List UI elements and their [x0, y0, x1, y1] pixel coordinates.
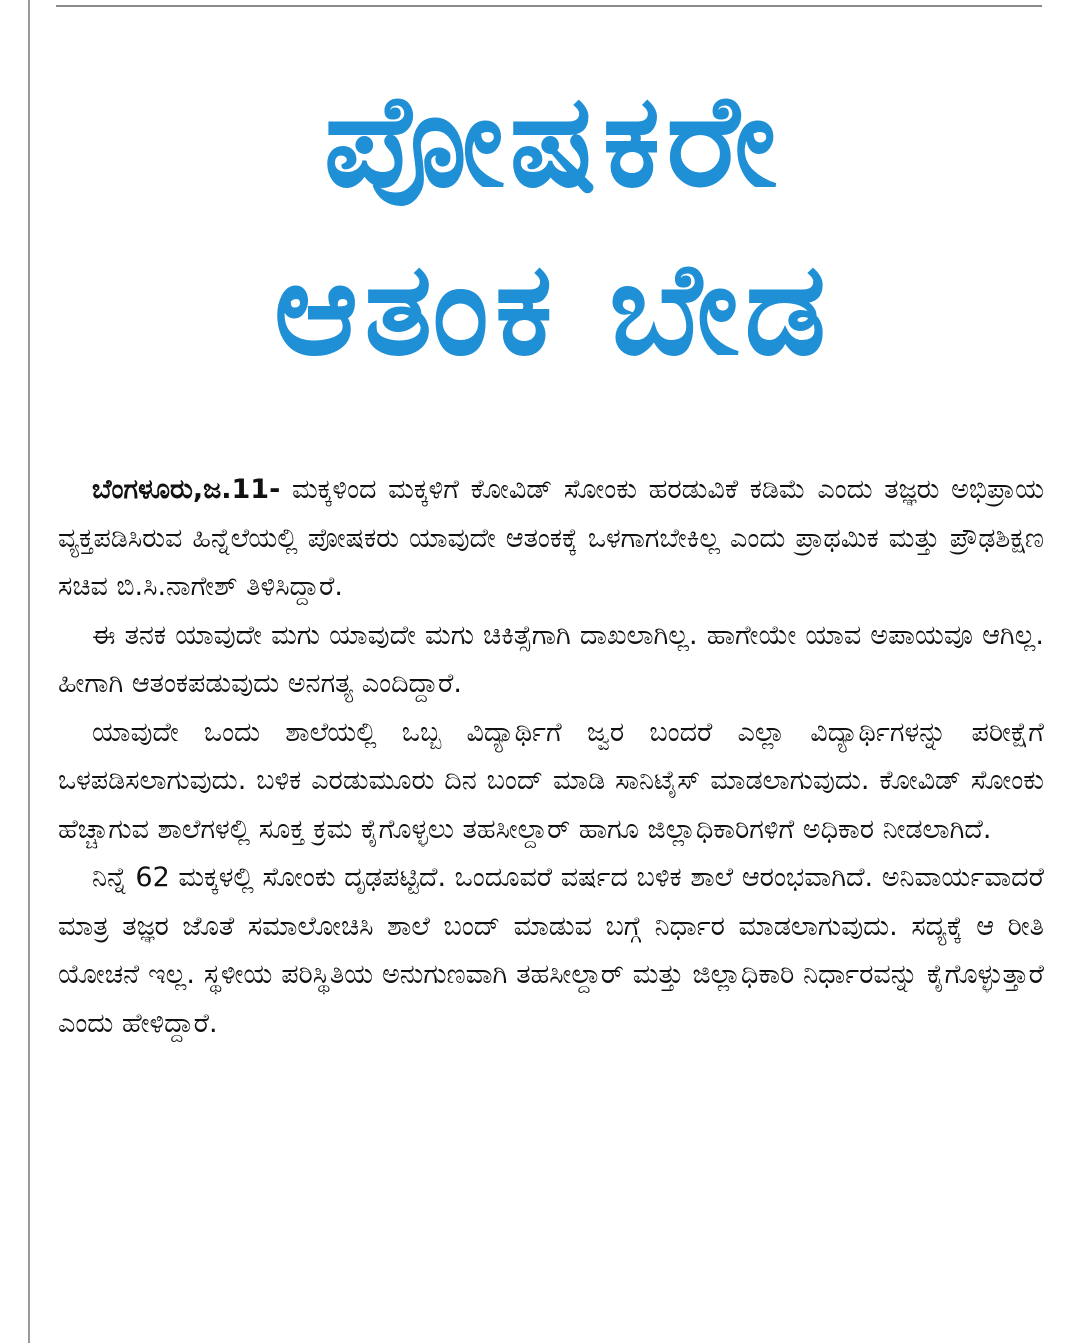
article-body	[58, 466, 1044, 1048]
headline	[60, 58, 1046, 394]
headline-line-1: ಪೋಷಕರೇ	[323, 67, 783, 216]
headline-line-2: ಆತಂಕ ಬೇಡ	[273, 235, 833, 384]
top-rule	[56, 5, 1042, 7]
article-paragraph-1	[58, 466, 1044, 612]
article-paragraph-2: ಈ ತನಕ ಯಾವುದೇ ಮಗು ಯಾವುದೇ ಮಗು ಚಿಕಿತ್ಸೆಗಾಗಿ ದಾಖಲಾಗಿಲ್ಲ. ಹಾಗೇಯೇ ಯಾವ ಅಪಾಯವೂ ಆಗಿಲ್ಲ. ಹೀಗಾಗಿ ಆತಂಕಪಡುವುದು ಅನಗತ್ಯ ಎಂದಿದ್ದಾರೆ.	[58, 619, 1044, 699]
article-paragraph-3: ಯಾವುದೇ ಒಂದು ಶಾಲೆಯಲ್ಲಿ ಒಬ್ಬ ವಿದ್ಯಾರ್ಥಿಗೆ ಜ್ವರ ಬಂದರೆ ಎಲ್ಲಾ ವಿದ್ಯಾರ್ಥಿಗಳನ್ನು ಪರೀಕ್ಷೆಗೆ ಒಳಪಡಿಸಲಾಗುವುದು. ಬಳಿಕ ಎರಡುಮೂರು ದಿನ ಬಂದ್ ಮಾಡಿ ಸಾನಿಟೈಸ್ ಮಾಡಲಾಗುವುದು. ಕೋವಿಡ್ ಸೋಂಕು ಹೆಚ್ಚಾಗುವ ಶಾಲೆಗಳಲ್ಲಿ ಸೂಕ್ತ ಕ್ರಮ ಕೈಗೊಳ್ಳಲು ತಹಸೀಲ್ದಾರ್ ಹಾಗೂ ಜಿಲ್ಲಾಧಿಕಾರಿಗಳಿಗೆ ಅಧಿಕಾರ ನೀಡಲಾಗಿದೆ.	[58, 716, 1044, 845]
paragraph-1-text: ಮಕ್ಕಳಿಂದ ಮಕ್ಕಳಿಗೆ ಕೋವಿಡ್ ಸೋಂಕು ಹರಡುವಿಕೆ ಕಡಿಮೆ ಎಂದು ತಜ್ಞರು ಅಭಿಪ್ರಾಯ ವ್ಯಕ್ತಪಡಿಸಿರುವ ಹಿನ್ನೆಲೆಯಲ್ಲಿ ಪೋಷಕರು ಯಾವುದೇ ಆತಂಕಕ್ಕೆ ಒಳಗಾಗಬೇಕಿಲ್ಲ ಎಂದು ಪ್ರಾಥಮಿಕ ಮತ್ತು ಪ್ರೌಢಶಿಕ್ಷಣ ಸಚಿವ ಬಿ.ಸಿ.ನಾಗೇಶ್ ತಿಳಿಸಿದ್ದಾರೆ.	[58, 474, 1044, 602]
column-rule	[28, 0, 30, 1343]
article-paragraph-4: ನಿನ್ನೆ 62 ಮಕ್ಕಳಲ್ಲಿ ಸೋಂಕು ದೃಢಪಟ್ಟಿದೆ. ಒಂದೂವರೆ ವರ್ಷದ ಬಳಿಕ ಶಾಲೆ ಆರಂಭವಾಗಿದೆ. ಅನಿವಾರ್ಯವಾದರೆ ಮಾತ್ರ ತಜ್ಞರ ಜೊತೆ ಸಮಾಲೋಚಿಸಿ ಶಾಲೆ ಬಂದ್ ಮಾಡುವ ಬಗ್ಗೆ ನಿರ್ಧಾರ ಮಾಡಲಾಗುವುದು. ಸದ್ಯಕ್ಕೆ ಆ ರೀತಿ ಯೋಚನೆ ಇಲ್ಲ. ಸ್ಥಳೀಯ ಪರಿಸ್ಥಿತಿಯ ಅನುಗುಣವಾಗಿ ತಹಸೀಲ್ದಾರ್ ಮತ್ತು ಜಿಲ್ಲಾಧಿಕಾರಿ ನಿರ್ಧಾರವನ್ನು ಕೈಗೊಳ್ಳುತ್ತಾರೆ ಎಂದು ಹೇಳಿದ್ದಾರೆ.	[58, 862, 1044, 1039]
dateline: ಬೆಂಗಳೂರು,ಜ.11-	[92, 474, 281, 505]
